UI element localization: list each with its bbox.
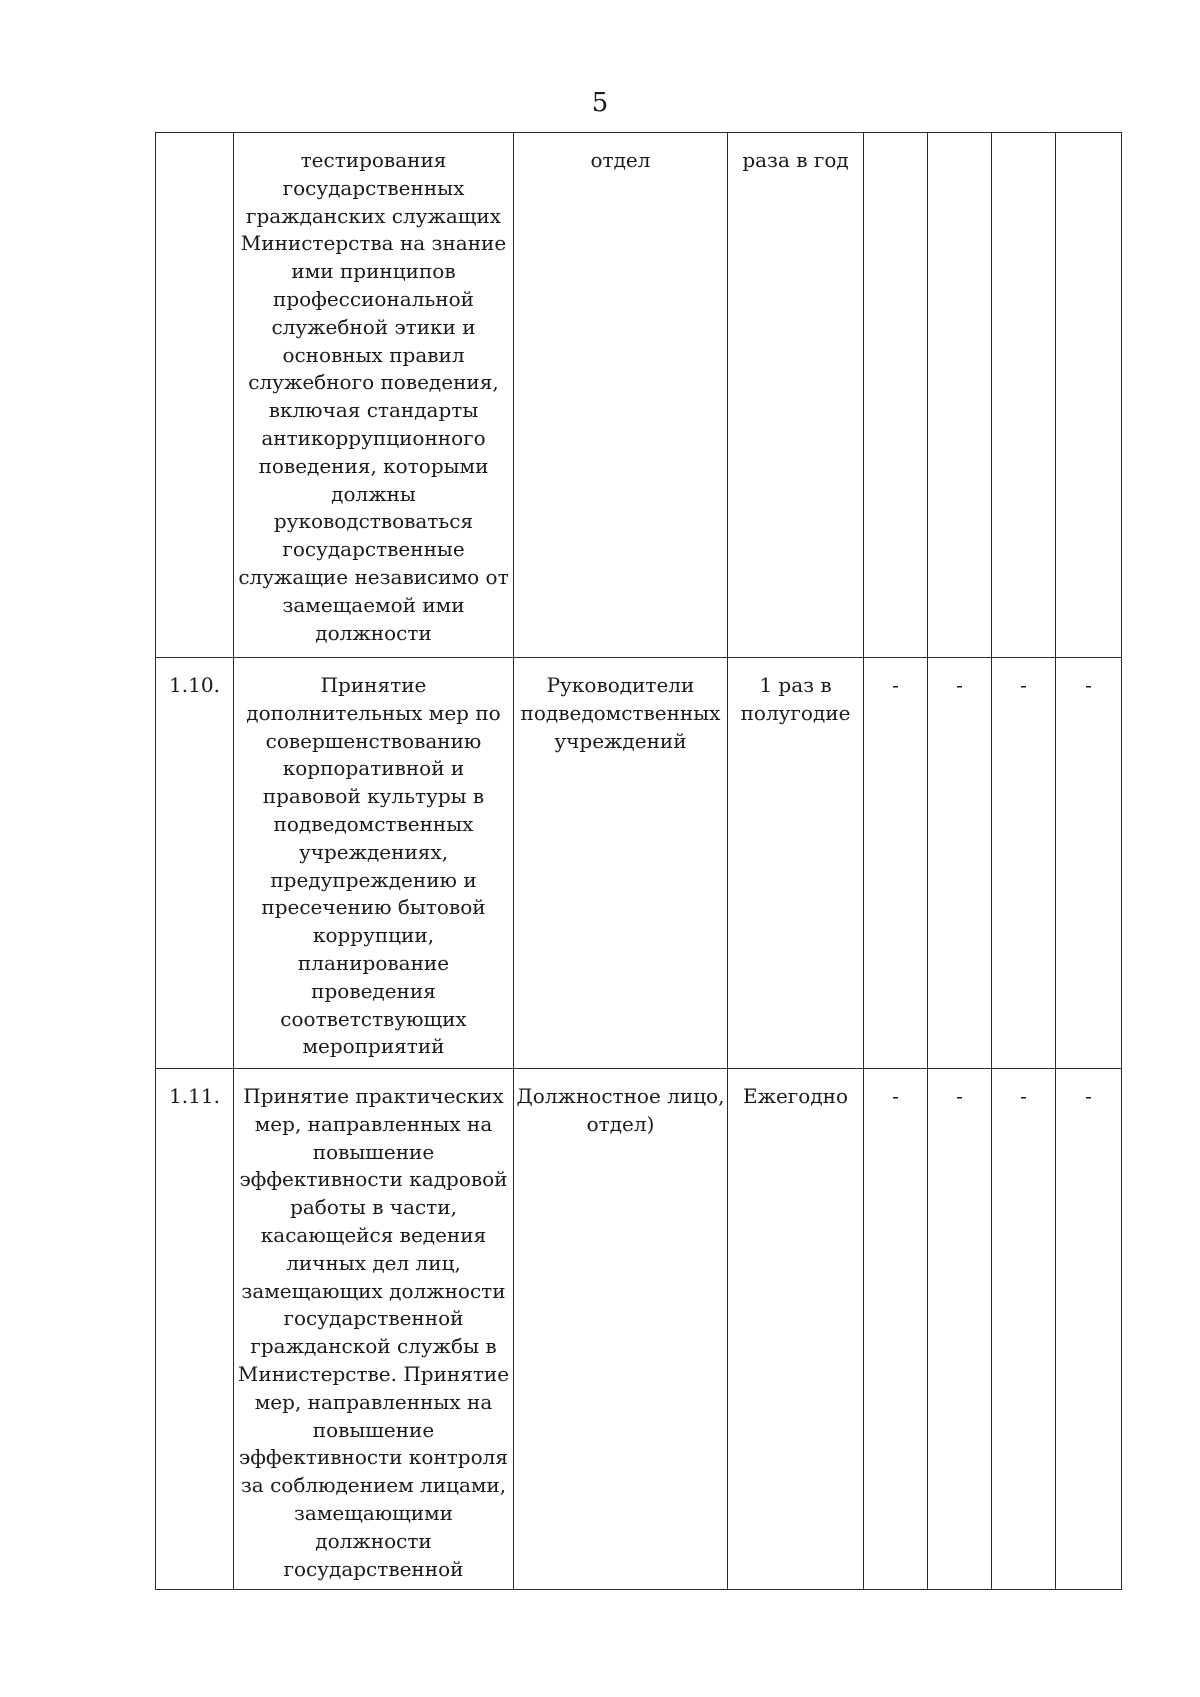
row-number-cell: 1.10. [156, 658, 234, 1069]
row-number-cell: 1.11. [156, 1069, 234, 1590]
value-cell: - [928, 658, 992, 1069]
value-cell: - [864, 658, 928, 1069]
value-cell: - [992, 658, 1056, 1069]
period-cell: раза в год [728, 133, 864, 658]
responsible-cell: отдел [514, 133, 728, 658]
value-cell [928, 133, 992, 658]
value-cell: - [928, 1069, 992, 1590]
table-row [156, 658, 1122, 1069]
value-cell: - [1056, 1069, 1122, 1590]
period-cell: Ежегодно [728, 1069, 864, 1590]
measure-cell: тестирования государственных гражданских служащих Министерства на знание ими принципов профессиональной служебной этики и основных правил служебного поведения, включая стандарты антикоррупционного поведения, которыми должны руководствоваться государственные служащие независимо от замещаемой ими должности [234, 133, 514, 658]
measure-cell: Принятие практических мер, направленных на повышение эффективности кадровой работы в части, касающейся ведения личных дел лиц, замещающих должности государственной гражданской службы в Министерстве. Принятие мер, направленных на повышение эффективности контроля за соблюдением лицами, замещающими должности государственной [234, 1069, 514, 1590]
responsible-cell: Руководители подведомственных учреждений [514, 658, 728, 1069]
value-cell [1056, 133, 1122, 658]
value-cell: - [992, 1069, 1056, 1590]
value-cell: - [1056, 658, 1122, 1069]
page-number: 5 [591, 88, 609, 118]
value-cell: - [864, 1069, 928, 1590]
value-cell [864, 133, 928, 658]
table-row [156, 1069, 1122, 1590]
measures-table [155, 132, 1122, 1590]
row-number-cell [156, 133, 234, 658]
value-cell [992, 133, 1056, 658]
measure-cell: Принятие дополнительных мер по совершенствованию корпоративной и правовой культуры в подведомственных учреждениях, предупреждению и пресечению бытовой коррупции, планирование проведения соответствующих мероприятий [234, 658, 514, 1069]
responsible-cell: Должностное лицо, отдел) [514, 1069, 728, 1590]
period-cell: 1 раз в полугодие [728, 658, 864, 1069]
table-row [156, 133, 1122, 658]
